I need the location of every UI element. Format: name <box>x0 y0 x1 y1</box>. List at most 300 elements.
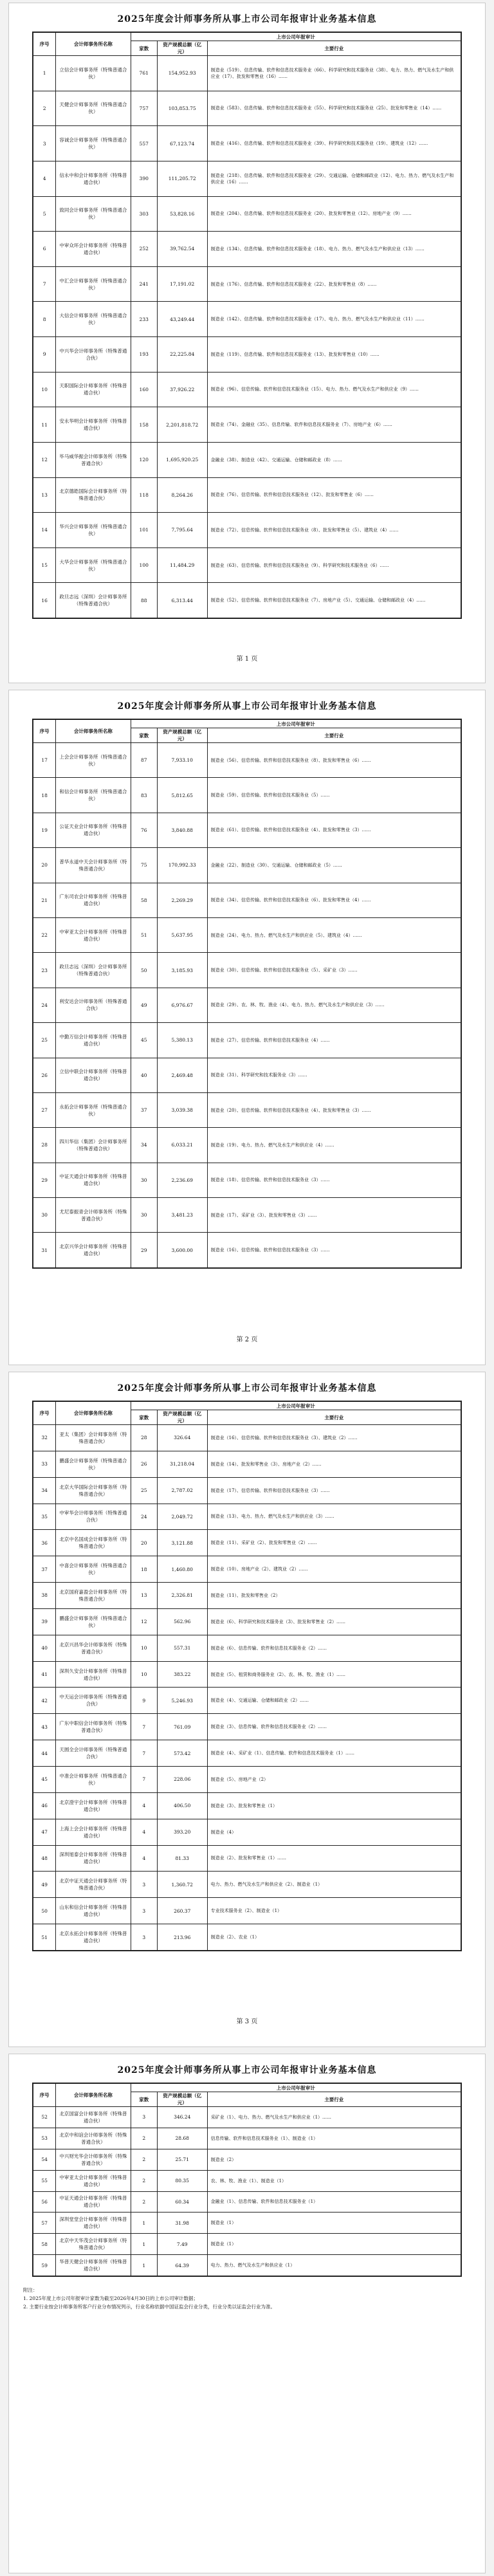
asset-total: 383.22 <box>157 1661 207 1688</box>
asset-total: 3,121.88 <box>157 1530 207 1556</box>
table-row <box>33 337 461 373</box>
firm-name: 公证天业会计师事务所（特殊普通合伙） <box>56 813 131 847</box>
table-row <box>33 1233 461 1268</box>
main-industries: 制造业（16）、信息传输、软件和信息技术服务业（3）、建筑业（2）…… <box>207 1425 461 1451</box>
asset-total: 346.24 <box>157 2107 207 2128</box>
header-industry: 主要行业 <box>207 41 461 56</box>
firm-name: 大信会计师事务所（特殊普通合伙） <box>56 302 131 337</box>
audit-count: 1 <box>131 2213 157 2234</box>
main-industries: 制造业（2）、批发和零售业（1）…… <box>207 1845 461 1872</box>
audit-count: 241 <box>131 266 157 302</box>
table-body <box>33 2083 461 2276</box>
row-number: 59 <box>33 2255 56 2276</box>
row-number: 18 <box>33 778 56 813</box>
firm-name: 亚太（集团）会计师事务所（特殊普通合伙） <box>56 1425 131 1451</box>
asset-total: 8,264.26 <box>157 477 207 513</box>
row-number: 9 <box>33 337 56 373</box>
asset-total: 17,191.02 <box>157 266 207 302</box>
asset-total: 3,840.88 <box>157 813 207 847</box>
table-row <box>33 513 461 548</box>
row-number: 54 <box>33 2149 56 2170</box>
table-row <box>33 953 461 988</box>
main-industries: 制造业（18）、信息传输、软件和信息技术服务业（3）…… <box>207 1163 461 1197</box>
firm-name: 北京澄宇会计师事务所（特殊普通合伙） <box>56 1792 131 1819</box>
firm-name: 政旦志远（深圳）会计师事务所（特殊普通合伙） <box>56 953 131 988</box>
row-number: 16 <box>33 583 56 618</box>
audit-count: 390 <box>131 161 157 196</box>
table-row <box>33 1819 461 1845</box>
table-row <box>33 1058 461 1092</box>
asset-total: 393.20 <box>157 1819 207 1845</box>
row-number: 51 <box>33 1924 56 1951</box>
row-number: 4 <box>33 161 56 196</box>
asset-total: 80.35 <box>157 2170 207 2191</box>
asset-total: 1,695,920.25 <box>157 442 207 477</box>
audit-count: 26 <box>131 1451 157 1477</box>
main-industries: 制造业（519）、信息传输、软件和信息技术服务业（66）、科学研究和技术服务业（38）、电力、热力、燃气及水生产和供应业（17）、批发和零售业（16）…… <box>207 56 461 91</box>
header-listed-group: 上市公司年报审计 <box>131 33 461 41</box>
table-row <box>33 1661 461 1688</box>
row-number: 56 <box>33 2191 56 2213</box>
main-industries: 制造业（27）、信息传输、软件和信息技术服务业（4）…… <box>207 1023 461 1058</box>
main-industries: 制造业（416）、信息传输、软件和信息技术服务业（39）、科学研究和技术服务业（19）、建筑业（12）…… <box>207 126 461 161</box>
audit-count: 30 <box>131 1163 157 1197</box>
row-number: 8 <box>33 302 56 337</box>
audit-count: 83 <box>131 778 157 813</box>
audit-count: 252 <box>131 232 157 267</box>
table-row <box>33 547 461 583</box>
page-sheet-2 <box>8 690 486 1365</box>
row-number: 20 <box>33 848 56 883</box>
main-industries: 电力、热力、燃气及水生产和供应业（2）、制造业（1） <box>207 1872 461 1898</box>
row-number: 7 <box>33 266 56 302</box>
main-industries: 制造业（6）、信息传输、软件和信息技术服务业（2）…… <box>207 1635 461 1661</box>
firm-name: 深圳久安会计师事务所（特殊普通合伙） <box>56 1661 131 1688</box>
page-title: 2025年度会计师事务所从事上市公司年报审计业务基本信息 <box>117 14 377 24</box>
audit-count: 120 <box>131 442 157 477</box>
firm-table <box>32 2083 462 2277</box>
firm-name: 北京中证天通会计师事务所（特殊普通合伙） <box>56 1872 131 1898</box>
firm-table <box>32 719 462 1269</box>
row-number: 2 <box>33 91 56 126</box>
main-industries: 制造业（119）、信息传输、软件和信息技术服务业（13）、批发和零售业（10）…… <box>207 337 461 373</box>
row-number: 26 <box>33 1058 56 1092</box>
firm-name: 山东和信会计师事务所（特殊普通合伙） <box>56 1898 131 1924</box>
table-row <box>33 266 461 302</box>
audit-count: 45 <box>131 1023 157 1058</box>
row-number: 39 <box>33 1608 56 1635</box>
asset-total: 6,976.67 <box>157 988 207 1022</box>
asset-total: 31.98 <box>157 2213 207 2234</box>
header-industry: 主要行业 <box>207 2092 461 2107</box>
firm-name: 利安达会计师事务所（特殊普通合伙） <box>56 988 131 1022</box>
row-number: 46 <box>33 1792 56 1819</box>
audit-count: 34 <box>131 1128 157 1163</box>
row-number: 14 <box>33 513 56 548</box>
main-industries: 制造业（17）、采矿业（3）、批发和零售业（3）…… <box>207 1198 461 1233</box>
table-row <box>33 1092 461 1127</box>
row-number: 45 <box>33 1766 56 1792</box>
table-row <box>33 1556 461 1583</box>
audit-count: 4 <box>131 1792 157 1819</box>
row-number: 25 <box>33 1023 56 1058</box>
page-title: 2025年度会计师事务所从事上市公司年报审计业务基本信息 <box>117 2065 377 2075</box>
table-row <box>33 91 461 126</box>
table-row <box>33 442 461 477</box>
audit-count: 2 <box>131 2149 157 2170</box>
header-industry: 主要行业 <box>207 1410 461 1425</box>
asset-total: 25.71 <box>157 2149 207 2170</box>
asset-total: 5,380.13 <box>157 1023 207 1058</box>
asset-total: 5,246.93 <box>157 1688 207 1714</box>
main-industries: 制造业（74）、金融业（35）、信息传输、软件和信息技术服务业（7）、房地产业（6）…… <box>207 407 461 443</box>
table-row <box>33 813 461 847</box>
main-industries: 制造业（11）、批发和零售业（2） <box>207 1583 461 1609</box>
firm-name: 毕马威华振会计师事务所（特殊普通合伙） <box>56 442 131 477</box>
audit-count: 25 <box>131 1477 157 1504</box>
table-body <box>33 1401 461 1951</box>
main-industries: 金融业（1）、信息传输、软件和信息技术服务业（1） <box>207 2191 461 2213</box>
firm-name: 中审华会计师事务所（特殊普通合伙） <box>56 1504 131 1530</box>
main-industries: 制造业（61）、信息传输、软件和信息技术服务业（4）、批发和零售业（3）…… <box>207 813 461 847</box>
header-count: 家数 <box>131 2092 157 2107</box>
row-number: 21 <box>33 883 56 917</box>
asset-total: 7,795.64 <box>157 513 207 548</box>
main-industries: 制造业（30）、信息传输、软件和信息技术服务业（5）、采矿业（3）…… <box>207 953 461 988</box>
table-row <box>33 1023 461 1058</box>
main-industries: 制造业（1） <box>207 2213 461 2234</box>
firm-name: 尤尼泰振青会计师事务所（特殊普通合伙） <box>56 1198 131 1233</box>
footnotes <box>23 2286 471 2311</box>
table-row <box>33 2234 461 2255</box>
firm-name: 上会会计师事务所（特殊普通合伙） <box>56 743 131 778</box>
main-industries: 制造业（11）、采矿业（2）、批发和零售业（2）…… <box>207 1530 461 1556</box>
audit-count: 2 <box>131 2128 157 2149</box>
main-industries: 制造业（29）、农、林、牧、渔业（4）、电力、热力、燃气及水生产和供应业（3）…… <box>207 988 461 1022</box>
firm-name: 中准会计师事务所（特殊普通合伙） <box>56 1766 131 1792</box>
asset-total: 3,185.93 <box>157 953 207 988</box>
main-industries: 制造业（63）、信息传输、软件和信息技术服务业（9）、科学研究和技术服务业（6）…… <box>207 547 461 583</box>
header-assets: 资产规模总额（亿元） <box>157 728 207 743</box>
row-number: 38 <box>33 1583 56 1609</box>
table-body <box>33 32 461 618</box>
audit-count: 20 <box>131 1530 157 1556</box>
main-industries: 制造业（20）、信息传输、软件和信息技术服务业（4）、批发和零售业（3）…… <box>207 1092 461 1127</box>
header-assets: 资产规模总额（亿元） <box>157 2092 207 2107</box>
main-industries: 制造业（17）、信息传输、软件和信息技术服务业（3）…… <box>207 1477 461 1504</box>
row-number: 3 <box>33 126 56 161</box>
header-firm: 会计师事务所名称 <box>56 33 131 56</box>
audit-count: 88 <box>131 583 157 618</box>
table-row <box>33 1477 461 1504</box>
asset-total: 573.42 <box>157 1740 207 1767</box>
main-industries: 电力、热力、燃气及水生产和供应业（1） <box>207 2255 461 2276</box>
table-row <box>33 988 461 1022</box>
table-row <box>33 302 461 337</box>
asset-total: 39,762.54 <box>157 232 207 267</box>
asset-total: 154,952.93 <box>157 56 207 91</box>
row-number: 31 <box>33 1233 56 1268</box>
main-industries: 制造业（13）、电力、热力、燃气及水生产和供应业（3）…… <box>207 1504 461 1530</box>
row-number: 24 <box>33 988 56 1022</box>
table-row <box>33 1608 461 1635</box>
table-row <box>33 1740 461 1767</box>
firm-table <box>32 1401 462 1951</box>
footnote-item: 2. 主要行业按会计师事务所客户行业分布情况列示，行业名称依据中国证监会行业分类，行业分类以证监会行业为准。 <box>23 2304 276 2310</box>
row-number: 10 <box>33 372 56 407</box>
page-sheet-1 <box>8 3 486 683</box>
asset-total: 213.96 <box>157 1924 207 1951</box>
main-industries: 制造业（96）、信息传输、软件和信息技术服务业（15）、电力、热力、燃气及水生产和供应业（9）…… <box>207 372 461 407</box>
table-row <box>33 1128 461 1163</box>
page-title: 2025年度会计师事务所从事上市公司年报审计业务基本信息 <box>117 1383 377 1394</box>
firm-name: 和信会计师事务所（特殊普通合伙） <box>56 778 131 813</box>
asset-total: 2,787.02 <box>157 1477 207 1504</box>
row-number: 29 <box>33 1163 56 1197</box>
row-number: 47 <box>33 1819 56 1845</box>
firm-name: 北京兴华会计师事务所（特殊普通合伙） <box>56 1233 131 1268</box>
asset-total: 31,218.04 <box>157 1451 207 1477</box>
audit-count: 51 <box>131 917 157 952</box>
firm-name: 中天运会计师事务所（特殊普通合伙） <box>56 1688 131 1714</box>
main-industries: 制造业（3）、信息传输、软件和信息技术服务业（2）…… <box>207 1714 461 1740</box>
audit-count: 3 <box>131 1872 157 1898</box>
main-industries: 制造业（204）、信息传输、软件和信息技术服务业（20）、批发和零售业（12）、房地产业（9）…… <box>207 196 461 232</box>
asset-total: 2,049.72 <box>157 1504 207 1530</box>
firm-name: 鹏盛会计师事务所（特殊普通合伙） <box>56 1608 131 1635</box>
firm-name: 天健会计师事务所（特殊普通合伙） <box>56 91 131 126</box>
firm-name: 北京德皓国际会计师事务所（特殊普通合伙） <box>56 477 131 513</box>
asset-total: 111,205.72 <box>157 161 207 196</box>
table-row <box>33 1198 461 1233</box>
header-listed-group: 上市公司年报审计 <box>131 720 461 728</box>
asset-total: 2,469.48 <box>157 1058 207 1092</box>
row-number: 53 <box>33 2128 56 2149</box>
audit-count: 10 <box>131 1635 157 1661</box>
firm-name: 立信会计师事务所（特殊普通合伙） <box>56 56 131 91</box>
main-industries: 制造业（34）、信息传输、软件和信息技术服务业（6）、批发和零售业（4）…… <box>207 883 461 917</box>
main-industries: 制造业（24）、电力、热力、燃气及水生产和供应业（5）、建筑业（4）…… <box>207 917 461 952</box>
asset-total: 1,360.72 <box>157 1872 207 1898</box>
firm-name: 致同会计师事务所（特殊普通合伙） <box>56 196 131 232</box>
row-number: 41 <box>33 1661 56 1688</box>
asset-total: 557.31 <box>157 1635 207 1661</box>
main-industries: 制造业（16）、信息传输、软件和信息技术服务业（3）…… <box>207 1233 461 1268</box>
table-row <box>33 1530 461 1556</box>
firm-name: 北京国府嘉盈会计师事务所（特殊普通合伙） <box>56 1583 131 1609</box>
table-row <box>33 1425 461 1451</box>
table-row <box>33 1872 461 1898</box>
page-number: 第 2 页 <box>236 1336 258 1343</box>
audit-count: 3 <box>131 2107 157 2128</box>
audit-count: 40 <box>131 1058 157 1092</box>
firm-name: 中兴财光华会计师事务所（特殊普通合伙） <box>56 2149 131 2170</box>
row-number: 19 <box>33 813 56 847</box>
firm-name: 广东司农会计师事务所（特殊普通合伙） <box>56 883 131 917</box>
firm-name: 中审亚太会计师事务所（特殊普通合伙） <box>56 2170 131 2191</box>
header-seq: 序号 <box>33 2084 56 2107</box>
main-industries: 制造业（5）、租赁和商务服务业（2）、农、林、牧、渔业（1）…… <box>207 1661 461 1688</box>
table-row <box>33 743 461 778</box>
asset-total: 67,123.74 <box>157 126 207 161</box>
row-number: 1 <box>33 56 56 91</box>
audit-count: 193 <box>131 337 157 373</box>
main-industries: 金融业（22）、制造业（30）、交通运输、仓储和邮政业（5）…… <box>207 848 461 883</box>
row-number: 43 <box>33 1714 56 1740</box>
row-number: 30 <box>33 1198 56 1233</box>
row-number: 22 <box>33 917 56 952</box>
row-number: 48 <box>33 1845 56 1872</box>
main-industries: 制造业（19）、电力、热力、燃气及水生产和供应业（4）…… <box>207 1128 461 1163</box>
firm-name: 中兴华会计师事务所（特殊普通合伙） <box>56 337 131 373</box>
table-row <box>33 848 461 883</box>
audit-count: 3 <box>131 1924 157 1951</box>
main-industries: 制造业（134）、信息传输、软件和信息技术服务业（18）、电力、热力、燃气及水生产和供应业（13）…… <box>207 232 461 267</box>
firm-name: 深圳旭泰会计师事务所（特殊普通合伙） <box>56 1845 131 1872</box>
firm-name: 永拓会计师事务所（特殊普通合伙） <box>56 1092 131 1127</box>
firm-name: 华普天健会计师事务所（特殊普通合伙） <box>56 2255 131 2276</box>
header-firm: 会计师事务所名称 <box>56 720 131 743</box>
audit-count: 9 <box>131 1688 157 1714</box>
row-number: 50 <box>33 1898 56 1924</box>
main-industries: 制造业（5）、房地产业（2） <box>207 1766 461 1792</box>
table-row <box>33 2128 461 2149</box>
row-number: 17 <box>33 743 56 778</box>
audit-count: 557 <box>131 126 157 161</box>
audit-count: 12 <box>131 1608 157 1635</box>
audit-count: 7 <box>131 1766 157 1792</box>
asset-total: 3,039.38 <box>157 1092 207 1127</box>
firm-name: 普华永道中天会计师事务所（特殊普通合伙） <box>56 848 131 883</box>
row-number: 15 <box>33 547 56 583</box>
row-number: 55 <box>33 2170 56 2191</box>
table-row <box>33 583 461 618</box>
table-row <box>33 2107 461 2128</box>
header-listed-group: 上市公司年报审计 <box>131 1402 461 1410</box>
audit-count: 100 <box>131 547 157 583</box>
main-industries: 采矿业（1）、电力、热力、燃气及水生产和供应业（1）…… <box>207 2107 461 2128</box>
footnote-item: 1. 2025年度上市公司年报审计家数为截至2026年4月30日的上市公司审计数据； <box>23 2295 199 2301</box>
firm-name: 北京兴昌华会计师事务所（特殊普通合伙） <box>56 1635 131 1661</box>
main-industries: 制造业（14）、批发和零售业（3）、房地产业（2）…… <box>207 1451 461 1477</box>
firm-name: 中审亚太会计师事务所（特殊普通合伙） <box>56 917 131 952</box>
header-listed-group: 上市公司年报审计 <box>131 2084 461 2092</box>
main-industries: 制造业（2） <box>207 2149 461 2170</box>
audit-count: 18 <box>131 1556 157 1583</box>
row-number: 34 <box>33 1477 56 1504</box>
firm-name: 中喜会计师事务所（特殊普通合伙） <box>56 1556 131 1583</box>
audit-count: 761 <box>131 56 157 91</box>
main-industries: 制造业（3）、批发和零售业（1） <box>207 1792 461 1819</box>
table-row <box>33 1583 461 1609</box>
main-industries: 金融业（38）、制造业（42）、交通运输、仓储和邮政业（8）…… <box>207 442 461 477</box>
header-count: 家数 <box>131 728 157 743</box>
footnote-heading: 附注： <box>23 2287 38 2293</box>
page-sheet-3 <box>8 1372 486 2047</box>
audit-count: 76 <box>131 813 157 847</box>
firm-name: 政旦志远（深圳）会计师事务所（特殊普通合伙） <box>56 583 131 618</box>
firm-name: 天职国际会计师事务所（特殊普通合伙） <box>56 372 131 407</box>
asset-total: 28.68 <box>157 2128 207 2149</box>
asset-total: 7,933.10 <box>157 743 207 778</box>
asset-total: 53,828.16 <box>157 196 207 232</box>
table-row <box>33 2149 461 2170</box>
asset-total: 1,460.80 <box>157 1556 207 1583</box>
header-assets: 资产规模总额（亿元） <box>157 41 207 56</box>
main-industries: 农、林、牧、渔业（1）、制造业（1） <box>207 2170 461 2191</box>
table-row <box>33 1451 461 1477</box>
row-number: 52 <box>33 2107 56 2128</box>
table-row <box>33 1766 461 1792</box>
table-row <box>33 161 461 196</box>
asset-total: 5,637.95 <box>157 917 207 952</box>
main-industries: 制造业（583）、信息传输、软件和信息技术服务业（55）、科学研究和技术服务业（25）、批发和零售业（14）…… <box>207 91 461 126</box>
firm-name: 深圳堂堂会计师事务所（特殊普通合伙） <box>56 2213 131 2234</box>
page-title: 2025年度会计师事务所从事上市公司年报审计业务基本信息 <box>117 701 377 712</box>
firm-name: 容诚会计师事务所（特殊普通合伙） <box>56 126 131 161</box>
row-number: 49 <box>33 1872 56 1898</box>
asset-total: 22,225.84 <box>157 337 207 373</box>
table-row <box>33 2213 461 2234</box>
page-number: 第 1 页 <box>236 656 258 663</box>
main-industries: 制造业（59）、信息传输、软件和信息技术服务业（5）…… <box>207 778 461 813</box>
row-number: 35 <box>33 1504 56 1530</box>
row-number: 6 <box>33 232 56 267</box>
header-firm: 会计师事务所名称 <box>56 1402 131 1425</box>
row-number: 42 <box>33 1688 56 1714</box>
audit-count: 28 <box>131 1425 157 1451</box>
main-industries: 制造业（4）、交通运输、仓储和邮政业（2）…… <box>207 1688 461 1714</box>
firm-name: 四川华信（集团）会计师事务所（特殊普通合伙） <box>56 1128 131 1163</box>
row-number: 27 <box>33 1092 56 1127</box>
audit-count: 30 <box>131 1198 157 1233</box>
row-number: 11 <box>33 407 56 443</box>
firm-name: 天圆全会计师事务所（特殊普通合伙） <box>56 1740 131 1767</box>
firm-name: 中汇会计师事务所（特殊普通合伙） <box>56 266 131 302</box>
firm-name: 信永中和会计师事务所（特殊普通合伙） <box>56 161 131 196</box>
page-number: 第 3 页 <box>236 2018 258 2025</box>
table-row <box>33 407 461 443</box>
row-number: 5 <box>33 196 56 232</box>
main-industries: 制造业（56）、信息传输、软件和信息技术服务业（8）、批发和零售业（6）…… <box>207 743 461 778</box>
audit-count: 37 <box>131 1092 157 1127</box>
header-assets: 资产规模总额（亿元） <box>157 1410 207 1425</box>
header-seq: 序号 <box>33 33 56 56</box>
audit-count: 2 <box>131 2191 157 2213</box>
audit-count: 118 <box>131 477 157 513</box>
asset-total: 11,484.29 <box>157 547 207 583</box>
asset-total: 562.96 <box>157 1608 207 1635</box>
audit-count: 303 <box>131 196 157 232</box>
firm-name: 安永华明会计师事务所（特殊普通合伙） <box>56 407 131 443</box>
asset-total: 2,201,818.72 <box>157 407 207 443</box>
audit-count: 29 <box>131 1233 157 1268</box>
main-industries: 制造业（6）、科学研究和技术服务业（3）、批发和零售业（2）…… <box>207 1608 461 1635</box>
row-number: 23 <box>33 953 56 988</box>
asset-total: 6,313.44 <box>157 583 207 618</box>
table-row <box>33 126 461 161</box>
asset-total: 326.64 <box>157 1425 207 1451</box>
table-row <box>33 1792 461 1819</box>
asset-total: 3,481.23 <box>157 1198 207 1233</box>
audit-count: 1 <box>131 2234 157 2255</box>
table-row <box>33 2255 461 2276</box>
table-body <box>33 719 461 1268</box>
main-industries: 制造业（2）、农业（1） <box>207 1924 461 1951</box>
audit-count: 58 <box>131 883 157 917</box>
header-industry: 主要行业 <box>207 728 461 743</box>
main-industries: 制造业（4） <box>207 1819 461 1845</box>
